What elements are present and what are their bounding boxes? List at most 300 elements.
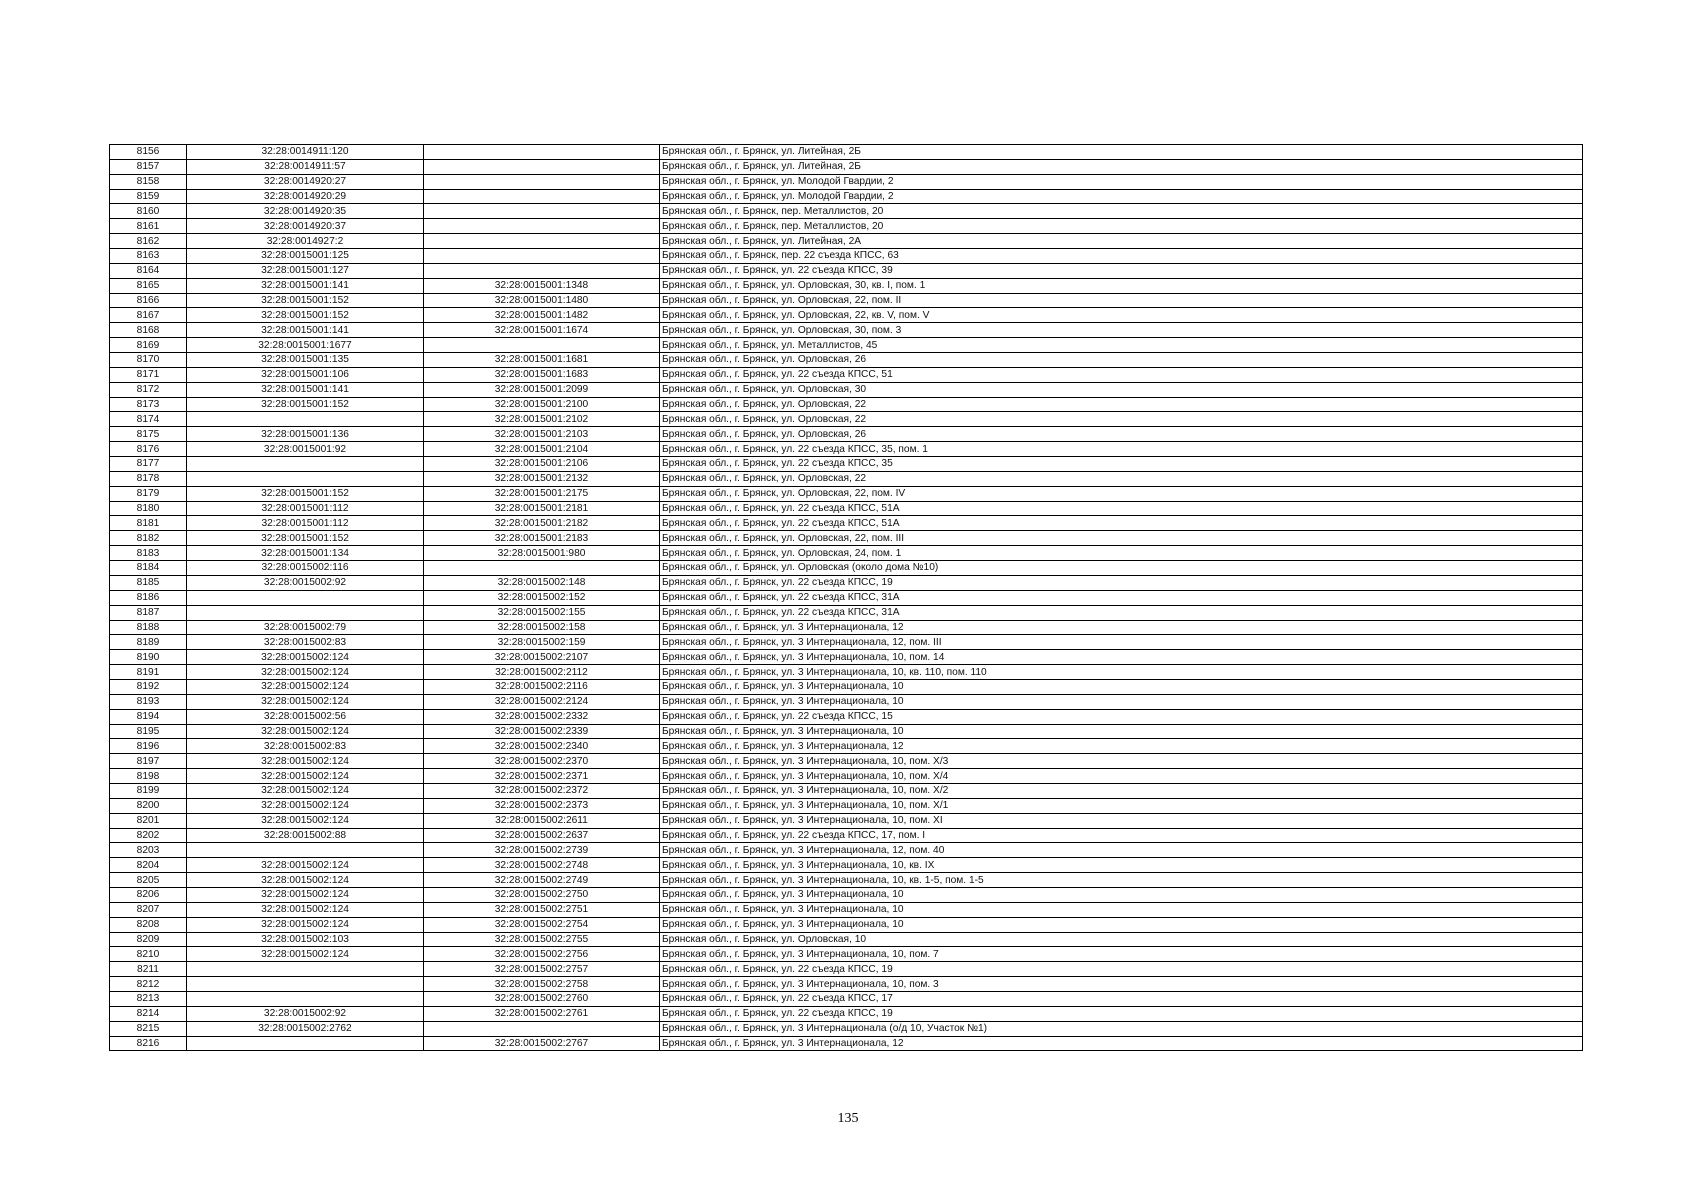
parcel-cadastral-number-cell: 32:28:0015002:124 xyxy=(187,679,424,694)
row-number-cell: 8178 xyxy=(110,471,187,486)
row-number-cell: 8170 xyxy=(110,353,187,368)
row-number-cell: 8200 xyxy=(110,798,187,813)
table-row xyxy=(110,323,1583,338)
parcel-cadastral-number-cell: 32:28:0015002:79 xyxy=(187,620,424,635)
parcel-cadastral-number-cell xyxy=(187,991,424,1006)
row-number-cell: 8212 xyxy=(110,977,187,992)
object-cadastral-number-cell: 32:28:0015001:2100 xyxy=(424,397,660,412)
parcel-cadastral-number-cell: 32:28:0015001:152 xyxy=(187,531,424,546)
address-cell: Брянская обл., г. Брянск, ул. 3 Интернационала, 10, пом. Х/2 xyxy=(660,783,1583,798)
object-cadastral-number-cell xyxy=(424,159,660,174)
parcel-cadastral-number-cell: 32:28:0015002:124 xyxy=(187,917,424,932)
row-number-cell: 8174 xyxy=(110,412,187,427)
parcel-cadastral-number-cell: 32:28:0014927:2 xyxy=(187,234,424,249)
table-row xyxy=(110,991,1583,1006)
row-number-cell: 8216 xyxy=(110,1036,187,1051)
table-row xyxy=(110,442,1583,457)
row-number-cell: 8184 xyxy=(110,561,187,576)
table-row xyxy=(110,724,1583,739)
address-cell: Брянская обл., г. Брянск, ул. Орловская, 22 xyxy=(660,471,1583,486)
address-cell: Брянская обл., г. Брянск, ул. 22 съезда КПСС, 19 xyxy=(660,1006,1583,1021)
row-number-cell: 8169 xyxy=(110,338,187,353)
address-cell: Брянская обл., г. Брянск, ул. 3 Интернационала, 10 xyxy=(660,694,1583,709)
parcel-cadastral-number-cell xyxy=(187,457,424,472)
table-row xyxy=(110,917,1583,932)
table-row xyxy=(110,694,1583,709)
parcel-cadastral-number-cell: 32:28:0014911:57 xyxy=(187,159,424,174)
object-cadastral-number-cell xyxy=(424,174,660,189)
row-number-cell: 8197 xyxy=(110,754,187,769)
row-number-cell: 8208 xyxy=(110,917,187,932)
parcel-cadastral-number-cell xyxy=(187,962,424,977)
table-row xyxy=(110,293,1583,308)
object-cadastral-number-cell: 32:28:0015002:2339 xyxy=(424,724,660,739)
object-cadastral-number-cell: 32:28:0015001:1482 xyxy=(424,308,660,323)
table-row xyxy=(110,263,1583,278)
table-row xyxy=(110,278,1583,293)
object-cadastral-number-cell: 32:28:0015002:2116 xyxy=(424,679,660,694)
object-cadastral-number-cell xyxy=(424,263,660,278)
object-cadastral-number-cell: 32:28:0015002:2112 xyxy=(424,665,660,680)
address-cell: Брянская обл., г. Брянск, ул. 3 Интернационала, 10, кв. 1-5, пом. 1-5 xyxy=(660,873,1583,888)
object-cadastral-number-cell: 32:28:0015001:1683 xyxy=(424,367,660,382)
row-number-cell: 8167 xyxy=(110,308,187,323)
object-cadastral-number-cell: 32:28:0015002:2748 xyxy=(424,858,660,873)
address-cell: Брянская обл., г. Брянск, ул. Молодой Гвардии, 2 xyxy=(660,189,1583,204)
row-number-cell: 8191 xyxy=(110,665,187,680)
address-cell: Брянская обл., г. Брянск, ул. 22 съезда КПСС, 17, пом. I xyxy=(660,828,1583,843)
address-cell: Брянская обл., г. Брянск, ул. Орловская, 24, пом. 1 xyxy=(660,546,1583,561)
table-row xyxy=(110,204,1583,219)
row-number-cell: 8156 xyxy=(110,145,187,160)
table-row xyxy=(110,754,1583,769)
address-cell: Брянская обл., г. Брянск, ул. Орловская, 22, кв. V, пом. V xyxy=(660,308,1583,323)
parcel-cadastral-number-cell: 32:28:0015002:124 xyxy=(187,947,424,962)
address-cell: Брянская обл., г. Брянск, ул. 22 съезда КПСС, 15 xyxy=(660,709,1583,724)
table-row xyxy=(110,843,1583,858)
table-row xyxy=(110,977,1583,992)
parcel-cadastral-number-cell: 32:28:0015002:124 xyxy=(187,873,424,888)
address-cell: Брянская обл., г. Брянск, ул. Орловская, 10 xyxy=(660,932,1583,947)
parcel-cadastral-number-cell: 32:28:0015002:124 xyxy=(187,798,424,813)
table-row xyxy=(110,159,1583,174)
object-cadastral-number-cell: 32:28:0015001:2099 xyxy=(424,382,660,397)
row-number-cell: 8187 xyxy=(110,605,187,620)
table-row xyxy=(110,382,1583,397)
object-cadastral-number-cell: 32:28:0015001:1480 xyxy=(424,293,660,308)
parcel-cadastral-number-cell: 32:28:0015001:135 xyxy=(187,353,424,368)
page-number: 135 xyxy=(837,1111,859,1126)
row-number-cell: 8183 xyxy=(110,546,187,561)
row-number-cell: 8193 xyxy=(110,694,187,709)
address-cell: Брянская обл., г. Брянск, ул. 3 Интернационала, 12 xyxy=(660,739,1583,754)
address-cell: Брянская обл., г. Брянск, ул. Орловская, 22, пом. IV xyxy=(660,486,1583,501)
address-cell: Брянская обл., г. Брянск, пер. Металлистов, 20 xyxy=(660,204,1583,219)
address-cell: Брянская обл., г. Брянск, ул. 3 Интернационала, 10 xyxy=(660,679,1583,694)
address-cell: Брянская обл., г. Брянск, ул. Орловская, 30 xyxy=(660,382,1583,397)
object-cadastral-number-cell: 32:28:0015001:2175 xyxy=(424,486,660,501)
parcel-cadastral-number-cell xyxy=(187,1036,424,1051)
address-cell: Брянская обл., г. Брянск, ул. 3 Интернационала, 10, кв. IX xyxy=(660,858,1583,873)
row-number-cell: 8198 xyxy=(110,769,187,784)
row-number-cell: 8171 xyxy=(110,367,187,382)
address-cell: Брянская обл., г. Брянск, ул. Орловская, 22 xyxy=(660,412,1583,427)
parcel-cadastral-number-cell: 32:28:0015001:152 xyxy=(187,486,424,501)
parcel-cadastral-number-cell: 32:28:0014920:37 xyxy=(187,219,424,234)
parcel-cadastral-number-cell: 32:28:0015001:127 xyxy=(187,263,424,278)
address-cell: Брянская обл., г. Брянск, пер. 22 съезда КПСС, 63 xyxy=(660,249,1583,264)
address-cell: Брянская обл., г. Брянск, пер. Металлистов, 20 xyxy=(660,219,1583,234)
table-row xyxy=(110,575,1583,590)
object-cadastral-number-cell: 32:28:0015002:2761 xyxy=(424,1006,660,1021)
table-row xyxy=(110,932,1583,947)
object-cadastral-number-cell: 32:28:0015002:2756 xyxy=(424,947,660,962)
table-row xyxy=(110,531,1583,546)
parcel-cadastral-number-cell: 32:28:0015002:116 xyxy=(187,561,424,576)
parcel-cadastral-number-cell: 32:28:0015002:92 xyxy=(187,1006,424,1021)
object-cadastral-number-cell: 32:28:0015002:2611 xyxy=(424,813,660,828)
table-row xyxy=(110,873,1583,888)
row-number-cell: 8192 xyxy=(110,679,187,694)
address-cell: Брянская обл., г. Брянск, ул. Орловская, 30, кв. I, пом. 1 xyxy=(660,278,1583,293)
address-cell: Брянская обл., г. Брянск, ул. 3 Интернационала (о/д 10, Участок №1) xyxy=(660,1021,1583,1036)
address-cell: Брянская обл., г. Брянск, ул. 3 Интернационала, 10, пом. 3 xyxy=(660,977,1583,992)
parcel-cadastral-number-cell: 32:28:0015002:103 xyxy=(187,932,424,947)
table-row xyxy=(110,501,1583,516)
address-cell: Брянская обл., г. Брянск, ул. 3 Интернационала, 10 xyxy=(660,902,1583,917)
address-cell: Брянская обл., г. Брянск, ул. 3 Интернационала, 12, пом. III xyxy=(660,635,1583,650)
row-number-cell: 8204 xyxy=(110,858,187,873)
table-row xyxy=(110,962,1583,977)
parcel-cadastral-number-cell: 32:28:0015002:124 xyxy=(187,724,424,739)
table-row xyxy=(110,887,1583,902)
address-cell: Брянская обл., г. Брянск, ул. 3 Интернационала, 10, пом. 14 xyxy=(660,650,1583,665)
parcel-cadastral-number-cell: 32:28:0015002:124 xyxy=(187,769,424,784)
row-number-cell: 8185 xyxy=(110,575,187,590)
row-number-cell: 8161 xyxy=(110,219,187,234)
table-row xyxy=(110,605,1583,620)
row-number-cell: 8194 xyxy=(110,709,187,724)
address-cell: Брянская обл., г. Брянск, ул. 3 Интернационала, 12 xyxy=(660,1036,1583,1051)
table-row xyxy=(110,902,1583,917)
address-cell: Брянская обл., г. Брянск, ул. Орловская (около дома №10) xyxy=(660,561,1583,576)
row-number-cell: 8205 xyxy=(110,873,187,888)
row-number-cell: 8203 xyxy=(110,843,187,858)
table-row xyxy=(110,457,1583,472)
object-cadastral-number-cell: 32:28:0015002:148 xyxy=(424,575,660,590)
table-row xyxy=(110,635,1583,650)
address-cell: Брянская обл., г. Брянск, ул. 22 съезда КПСС, 31А xyxy=(660,605,1583,620)
row-number-cell: 8214 xyxy=(110,1006,187,1021)
row-number-cell: 8206 xyxy=(110,887,187,902)
address-cell: Брянская обл., г. Брянск, ул. Металлистов, 45 xyxy=(660,338,1583,353)
table-row xyxy=(110,397,1583,412)
parcel-cadastral-number-cell: 32:28:0015002:124 xyxy=(187,665,424,680)
object-cadastral-number-cell: 32:28:0015002:2371 xyxy=(424,769,660,784)
object-cadastral-number-cell: 32:28:0015002:2754 xyxy=(424,917,660,932)
parcel-cadastral-number-cell: 32:28:0015001:92 xyxy=(187,442,424,457)
row-number-cell: 8157 xyxy=(110,159,187,174)
object-cadastral-number-cell: 32:28:0015001:1674 xyxy=(424,323,660,338)
address-cell: Брянская обл., г. Брянск, ул. 3 Интернационала, 10, пом. Х/4 xyxy=(660,769,1583,784)
row-number-cell: 8199 xyxy=(110,783,187,798)
object-cadastral-number-cell: 32:28:0015001:2182 xyxy=(424,516,660,531)
parcel-cadastral-number-cell: 32:28:0015001:152 xyxy=(187,308,424,323)
table-row xyxy=(110,590,1583,605)
parcel-cadastral-number-cell: 32:28:0015001:106 xyxy=(187,367,424,382)
table-row xyxy=(110,783,1583,798)
object-cadastral-number-cell xyxy=(424,338,660,353)
row-number-cell: 8190 xyxy=(110,650,187,665)
table-row xyxy=(110,858,1583,873)
address-cell: Брянская обл., г. Брянск, ул. 22 съезда КПСС, 51 xyxy=(660,367,1583,382)
parcel-cadastral-number-cell: 32:28:0014911:120 xyxy=(187,145,424,160)
table-row xyxy=(110,798,1583,813)
parcel-cadastral-number-cell: 32:28:0014920:27 xyxy=(187,174,424,189)
address-cell: Брянская обл., г. Брянск, ул. 3 Интернационала, 10, пом. XI xyxy=(660,813,1583,828)
object-cadastral-number-cell: 32:28:0015002:2373 xyxy=(424,798,660,813)
object-cadastral-number-cell: 32:28:0015002:2750 xyxy=(424,887,660,902)
address-cell: Брянская обл., г. Брянск, ул. 22 съезда КПСС, 19 xyxy=(660,962,1583,977)
object-cadastral-number-cell: 32:28:0015002:2758 xyxy=(424,977,660,992)
parcel-cadastral-number-cell: 32:28:0015002:56 xyxy=(187,709,424,724)
parcel-cadastral-number-cell: 32:28:0015002:83 xyxy=(187,635,424,650)
parcel-cadastral-number-cell: 32:28:0015002:124 xyxy=(187,902,424,917)
row-number-cell: 8172 xyxy=(110,382,187,397)
row-number-cell: 8177 xyxy=(110,457,187,472)
row-number-cell: 8176 xyxy=(110,442,187,457)
row-number-cell: 8209 xyxy=(110,932,187,947)
address-cell: Брянская обл., г. Брянск, ул. 3 Интернационала, 12, пом. 40 xyxy=(660,843,1583,858)
object-cadastral-number-cell: 32:28:0015001:2102 xyxy=(424,412,660,427)
object-cadastral-number-cell: 32:28:0015002:2340 xyxy=(424,739,660,754)
parcel-cadastral-number-cell: 32:28:0015001:1677 xyxy=(187,338,424,353)
row-number-cell: 8182 xyxy=(110,531,187,546)
table-row xyxy=(110,486,1583,501)
object-cadastral-number-cell: 32:28:0015002:2757 xyxy=(424,962,660,977)
object-cadastral-number-cell: 32:28:0015001:2104 xyxy=(424,442,660,457)
table-row xyxy=(110,219,1583,234)
object-cadastral-number-cell: 32:28:0015001:2183 xyxy=(424,531,660,546)
address-cell: Брянская обл., г. Брянск, ул. Орловская, 22, пом. II xyxy=(660,293,1583,308)
parcel-cadastral-number-cell: 32:28:0015001:112 xyxy=(187,501,424,516)
object-cadastral-number-cell: 32:28:0015002:2107 xyxy=(424,650,660,665)
row-number-cell: 8202 xyxy=(110,828,187,843)
parcel-cadastral-number-cell: 32:28:0015002:124 xyxy=(187,887,424,902)
parcel-cadastral-number-cell xyxy=(187,412,424,427)
registry-table xyxy=(109,144,1583,1051)
object-cadastral-number-cell: 32:28:0015002:152 xyxy=(424,590,660,605)
address-cell: Брянская обл., г. Брянск, ул. 3 Интернационала, 10, пом. Х/1 xyxy=(660,798,1583,813)
parcel-cadastral-number-cell xyxy=(187,977,424,992)
address-cell: Брянская обл., г. Брянск, ул. Орловская, 26 xyxy=(660,427,1583,442)
parcel-cadastral-number-cell: 32:28:0015002:92 xyxy=(187,575,424,590)
parcel-cadastral-number-cell: 32:28:0015002:124 xyxy=(187,858,424,873)
row-number-cell: 8173 xyxy=(110,397,187,412)
address-cell: Брянская обл., г. Брянск, ул. 3 Интернационала, 10 xyxy=(660,887,1583,902)
parcel-cadastral-number-cell xyxy=(187,605,424,620)
table-row xyxy=(110,249,1583,264)
table-row xyxy=(110,947,1583,962)
object-cadastral-number-cell: 32:28:0015001:2181 xyxy=(424,501,660,516)
table-row xyxy=(110,367,1583,382)
address-cell: Брянская обл., г. Брянск, ул. Орловская, 30, пом. 3 xyxy=(660,323,1583,338)
address-cell: Брянская обл., г. Брянск, ул. 3 Интернационала, 10, кв. 110, пом. 110 xyxy=(660,665,1583,680)
address-cell: Брянская обл., г. Брянск, ул. 3 Интернационала, 10, пом. 7 xyxy=(660,947,1583,962)
object-cadastral-number-cell: 32:28:0015002:2124 xyxy=(424,694,660,709)
table-row xyxy=(110,561,1583,576)
row-number-cell: 8195 xyxy=(110,724,187,739)
address-cell: Брянская обл., г. Брянск, ул. 22 съезда КПСС, 19 xyxy=(660,575,1583,590)
parcel-cadastral-number-cell: 32:28:0015002:124 xyxy=(187,783,424,798)
row-number-cell: 8164 xyxy=(110,263,187,278)
parcel-cadastral-number-cell: 32:28:0014920:29 xyxy=(187,189,424,204)
address-cell: Брянская обл., г. Брянск, ул. 3 Интернационала, 12 xyxy=(660,620,1583,635)
parcel-cadastral-number-cell: 32:28:0015002:124 xyxy=(187,813,424,828)
object-cadastral-number-cell: 32:28:0015001:2103 xyxy=(424,427,660,442)
address-cell: Брянская обл., г. Брянск, ул. Литейная, 2Б xyxy=(660,159,1583,174)
table-row xyxy=(110,234,1583,249)
object-cadastral-number-cell: 32:28:0015002:159 xyxy=(424,635,660,650)
row-number-cell: 8165 xyxy=(110,278,187,293)
parcel-cadastral-number-cell: 32:28:0014920:35 xyxy=(187,204,424,219)
table-row xyxy=(110,145,1583,160)
address-cell: Брянская обл., г. Брянск, ул. 3 Интернационала, 10, пом. Х/3 xyxy=(660,754,1583,769)
object-cadastral-number-cell: 32:28:0015002:158 xyxy=(424,620,660,635)
row-number-cell: 8207 xyxy=(110,902,187,917)
row-number-cell: 8163 xyxy=(110,249,187,264)
row-number-cell: 8168 xyxy=(110,323,187,338)
table-row xyxy=(110,650,1583,665)
object-cadastral-number-cell xyxy=(424,145,660,160)
address-cell: Брянская обл., г. Брянск, ул. 22 съезда КПСС, 17 xyxy=(660,991,1583,1006)
object-cadastral-number-cell: 32:28:0015002:2760 xyxy=(424,991,660,1006)
object-cadastral-number-cell: 32:28:0015002:2739 xyxy=(424,843,660,858)
parcel-cadastral-number-cell: 32:28:0015002:124 xyxy=(187,754,424,769)
address-cell: Брянская обл., г. Брянск, ул. 22 съезда КПСС, 35 xyxy=(660,457,1583,472)
row-number-cell: 8196 xyxy=(110,739,187,754)
object-cadastral-number-cell xyxy=(424,219,660,234)
registry-table-body xyxy=(110,145,1583,1051)
table-row xyxy=(110,189,1583,204)
parcel-cadastral-number-cell: 32:28:0015001:141 xyxy=(187,278,424,293)
table-row xyxy=(110,769,1583,784)
row-number-cell: 8175 xyxy=(110,427,187,442)
address-cell: Брянская обл., г. Брянск, ул. Орловская, 26 xyxy=(660,353,1583,368)
address-cell: Брянская обл., г. Брянск, ул. Орловская, 22 xyxy=(660,397,1583,412)
parcel-cadastral-number-cell: 32:28:0015001:141 xyxy=(187,382,424,397)
row-number-cell: 8201 xyxy=(110,813,187,828)
parcel-cadastral-number-cell: 32:28:0015001:152 xyxy=(187,293,424,308)
object-cadastral-number-cell: 32:28:0015001:2106 xyxy=(424,457,660,472)
parcel-cadastral-number-cell: 32:28:0015001:112 xyxy=(187,516,424,531)
row-number-cell: 8186 xyxy=(110,590,187,605)
object-cadastral-number-cell: 32:28:0015002:2749 xyxy=(424,873,660,888)
parcel-cadastral-number-cell: 32:28:0015002:124 xyxy=(187,650,424,665)
table-row xyxy=(110,665,1583,680)
parcel-cadastral-number-cell: 32:28:0015002:83 xyxy=(187,739,424,754)
address-cell: Брянская обл., г. Брянск, ул. 3 Интернационала, 10 xyxy=(660,917,1583,932)
address-cell: Брянская обл., г. Брянск, ул. Орловская, 22, пом. III xyxy=(660,531,1583,546)
object-cadastral-number-cell: 32:28:0015002:2372 xyxy=(424,783,660,798)
object-cadastral-number-cell: 32:28:0015002:2637 xyxy=(424,828,660,843)
parcel-cadastral-number-cell: 32:28:0015001:152 xyxy=(187,397,424,412)
parcel-cadastral-number-cell xyxy=(187,843,424,858)
object-cadastral-number-cell xyxy=(424,234,660,249)
table-row xyxy=(110,1006,1583,1021)
address-cell: Брянская обл., г. Брянск, ул. Литейная, 2А xyxy=(660,234,1583,249)
row-number-cell: 8181 xyxy=(110,516,187,531)
row-number-cell: 8215 xyxy=(110,1021,187,1036)
object-cadastral-number-cell: 32:28:0015002:2370 xyxy=(424,754,660,769)
address-cell: Брянская обл., г. Брянск, ул. 22 съезда КПСС, 51А xyxy=(660,516,1583,531)
row-number-cell: 8189 xyxy=(110,635,187,650)
address-cell: Брянская обл., г. Брянск, ул. 22 съезда КПСС, 39 xyxy=(660,263,1583,278)
row-number-cell: 8180 xyxy=(110,501,187,516)
table-row xyxy=(110,471,1583,486)
table-row xyxy=(110,546,1583,561)
table-row xyxy=(110,679,1583,694)
object-cadastral-number-cell: 32:28:0015001:1681 xyxy=(424,353,660,368)
address-cell: Брянская обл., г. Брянск, ул. 22 съезда КПСС, 31А xyxy=(660,590,1583,605)
parcel-cadastral-number-cell: 32:28:0015001:134 xyxy=(187,546,424,561)
table-row xyxy=(110,412,1583,427)
object-cadastral-number-cell: 32:28:0015001:2132 xyxy=(424,471,660,486)
row-number-cell: 8213 xyxy=(110,991,187,1006)
row-number-cell: 8166 xyxy=(110,293,187,308)
table-row xyxy=(110,338,1583,353)
row-number-cell: 8210 xyxy=(110,947,187,962)
parcel-cadastral-number-cell: 32:28:0015002:2762 xyxy=(187,1021,424,1036)
row-number-cell: 8158 xyxy=(110,174,187,189)
object-cadastral-number-cell: 32:28:0015002:155 xyxy=(424,605,660,620)
table-row xyxy=(110,709,1583,724)
parcel-cadastral-number-cell: 32:28:0015002:124 xyxy=(187,694,424,709)
object-cadastral-number-cell: 32:28:0015002:2755 xyxy=(424,932,660,947)
table-row xyxy=(110,308,1583,323)
object-cadastral-number-cell: 32:28:0015001:1348 xyxy=(424,278,660,293)
table-row xyxy=(110,1036,1583,1051)
address-cell: Брянская обл., г. Брянск, ул. 22 съезда КПСС, 35, пом. 1 xyxy=(660,442,1583,457)
address-cell: Брянская обл., г. Брянск, ул. 3 Интернационала, 10 xyxy=(660,724,1583,739)
row-number-cell: 8188 xyxy=(110,620,187,635)
object-cadastral-number-cell xyxy=(424,204,660,219)
parcel-cadastral-number-cell: 32:28:0015001:125 xyxy=(187,249,424,264)
row-number-cell: 8179 xyxy=(110,486,187,501)
object-cadastral-number-cell: 32:28:0015002:2751 xyxy=(424,902,660,917)
object-cadastral-number-cell xyxy=(424,189,660,204)
table-row xyxy=(110,427,1583,442)
row-number-cell: 8159 xyxy=(110,189,187,204)
address-cell: Брянская обл., г. Брянск, ул. Литейная, 2Б xyxy=(660,145,1583,160)
row-number-cell: 8211 xyxy=(110,962,187,977)
table-row xyxy=(110,516,1583,531)
row-number-cell: 8162 xyxy=(110,234,187,249)
table-row xyxy=(110,739,1583,754)
parcel-cadastral-number-cell xyxy=(187,471,424,486)
address-cell: Брянская обл., г. Брянск, ул. 22 съезда КПСС, 51А xyxy=(660,501,1583,516)
table-row xyxy=(110,813,1583,828)
table-row xyxy=(110,353,1583,368)
address-cell: Брянская обл., г. Брянск, ул. Молодой Гвардии, 2 xyxy=(660,174,1583,189)
table-row xyxy=(110,828,1583,843)
table-row xyxy=(110,174,1583,189)
object-cadastral-number-cell: 32:28:0015002:2332 xyxy=(424,709,660,724)
parcel-cadastral-number-cell xyxy=(187,590,424,605)
object-cadastral-number-cell: 32:28:0015001:980 xyxy=(424,546,660,561)
object-cadastral-number-cell: 32:28:0015002:2767 xyxy=(424,1036,660,1051)
parcel-cadastral-number-cell: 32:28:0015001:141 xyxy=(187,323,424,338)
